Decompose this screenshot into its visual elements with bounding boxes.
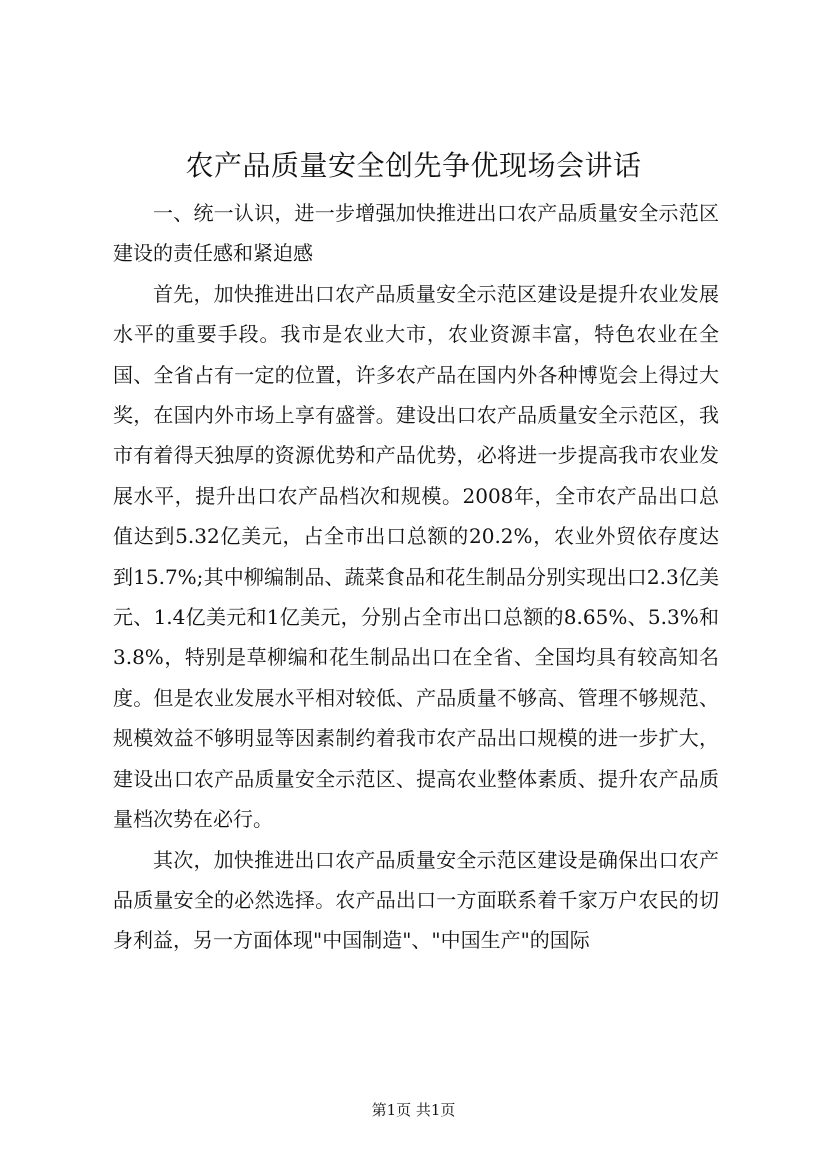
- document-body: [113, 193, 719, 961]
- section-heading: 一、统一认识，进一步增强加快推进出口农产品质量安全示范区建设的责任感和紧迫感: [113, 201, 719, 266]
- document-title: 农产品质量安全创先争优现场会讲话: [185, 149, 642, 182]
- body-paragraph: 其次，加快推进出口农产品质量安全示范区建设是确保出口农产品质量安全的必然选择。农产品出口一方面联系着千家万户农民的切身利益，另一方面体现"中国制造"、"中国生产"的国际: [113, 847, 719, 953]
- page-number-footer: 第1页 共1页: [371, 1101, 456, 1119]
- body-paragraph: 首先，加快推进出口农产品质量安全示范区建设是提升农业发展水平的重要手段。我市是农业大市，农业资源丰富，特色农业在全国、全省占有一定的位置，许多农产品在国内外各种博览会上得过大奖，在国内外市场上享有盛誉。建设出口农产品质量安全示范区，我市有着得天独厚的资源优势和产品优势，必将进一步提高我市农业发展水平，提升出口农产品档次和规模。2008年，全市农产品出口总值达到5.32亿美元，占全市出口总额的20.2%，农业外贸依存度达到15.7%;其中柳编制品、蔬菜食品和花生制品分别实现出口2.3亿美元、1.4亿美元和1亿美元，分别占全市出口总额的8.65%、5.3%和3.8%，特别是草柳编和花生制品出口在全省、全国均具有较高知名度。但是农业发展水平相对较低、产品质量不够高、管理不够规范、规模效益不够明显等因素制约着我市农产品出口规模的进一步扩大，建设出口农产品质量安全示范区、提高农业整体素质、提升农产品质量档次势在必行。: [113, 281, 719, 832]
